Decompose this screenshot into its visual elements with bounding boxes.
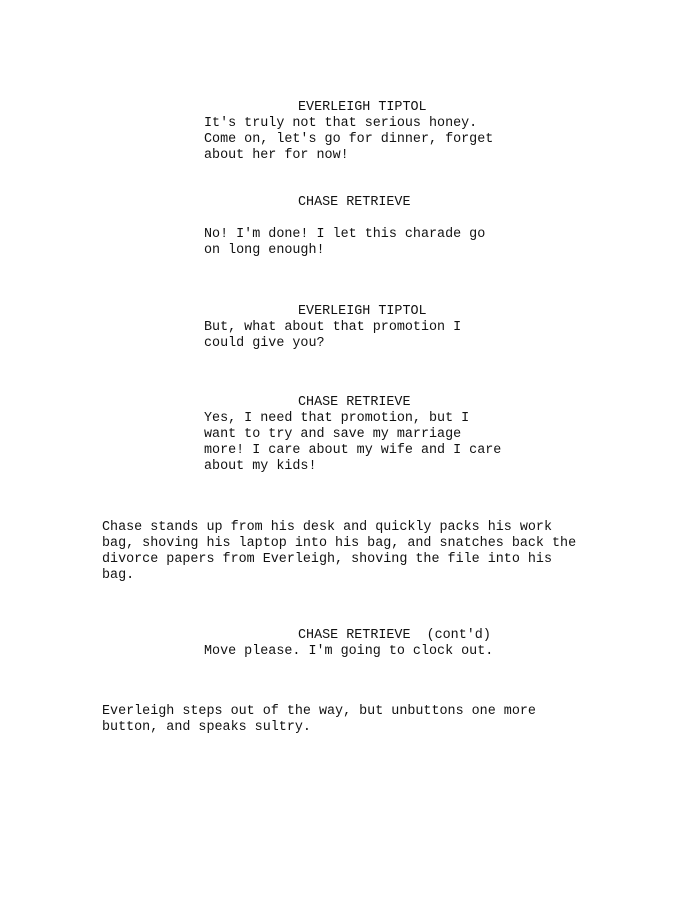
dialogue-line: Move please. I'm going to clock out. [204, 644, 494, 659]
dialogue-line: But, what about that promotion I [204, 320, 462, 335]
dialogue-line: Yes, I need that promotion, but I [204, 411, 470, 426]
action-block [102, 704, 536, 736]
character-name: EVERLEIGH TIPTOL [298, 100, 427, 115]
dialogue-line: No! I'm done! I let this charade go [204, 227, 486, 242]
dialogue-line: more! I care about my wife and I care [204, 443, 502, 458]
dialogue-line: on long enough! [204, 243, 325, 258]
action-line: bag, shoving his laptop into his bag, and snatches back the [102, 536, 577, 551]
dialogue-text [204, 644, 493, 660]
dialogue-text [204, 320, 461, 352]
dialogue-text [204, 116, 493, 164]
dialogue-line: want to try and save my marriage [204, 427, 462, 442]
dialogue-line: It's truly not that serious honey. [204, 116, 478, 131]
character-name: CHASE RETRIEVE [298, 195, 411, 210]
character-name: CHASE RETRIEVE (cont'd) [298, 628, 491, 643]
action-line: button, and speaks sultry. [102, 720, 311, 735]
dialogue-line: about her for now! [204, 148, 349, 163]
dialogue-text [204, 411, 501, 475]
action-line: Everleigh steps out of the way, but unbuttons one more [102, 704, 536, 719]
action-line: bag. [102, 568, 135, 583]
character-name: EVERLEIGH TIPTOL [298, 304, 427, 319]
character-name: CHASE RETRIEVE [298, 395, 411, 410]
action-line: Chase stands up from his desk and quickly packs his work [102, 520, 552, 535]
action-block [102, 520, 576, 584]
dialogue-line: could give you? [204, 336, 325, 351]
dialogue-text [204, 227, 485, 259]
dialogue-line: Come on, let's go for dinner, forget [204, 132, 494, 147]
action-line: divorce papers from Everleigh, shoving the file into his [102, 552, 552, 567]
dialogue-line: about my kids! [204, 459, 317, 474]
